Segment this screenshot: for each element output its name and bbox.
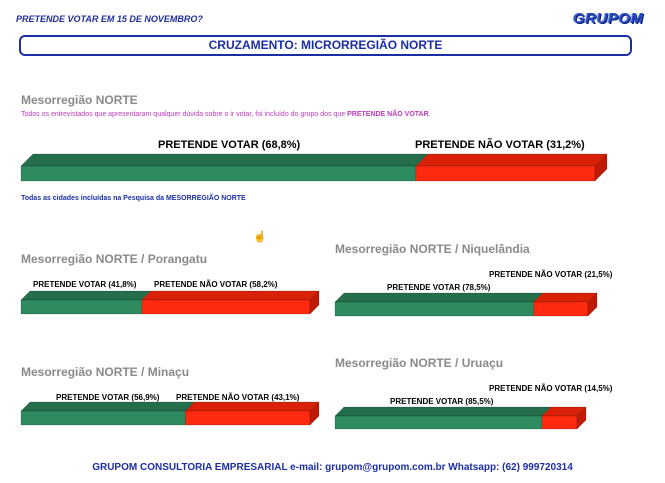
bar-label-vote-1: PRETENDE VOTAR (41,8%) bbox=[33, 280, 137, 289]
bar-novote-3 bbox=[185, 411, 310, 425]
footer-contact: GRUPOM CONSULTORIA EMPRESARIAL e-mail: grupom@grupom.com.br Whatsapp: (62) 999720314 bbox=[92, 462, 573, 473]
bar-label-vote-0: PRETENDE VOTAR (68,8%) bbox=[158, 139, 301, 151]
note-prefix: Todos os entrevistados que apresentaram qualquer dúvida sobre o ir votar, foi incluído do grupo dos que bbox=[21, 111, 348, 118]
bar-novote-0 bbox=[416, 166, 595, 181]
note-suffix: . bbox=[428, 111, 431, 118]
bar-vote-top-4 bbox=[335, 407, 551, 416]
bar-novote-top-3 bbox=[185, 402, 319, 411]
bar-novote-top-1 bbox=[142, 291, 319, 300]
cities-note: Todas as cidades incluídas na Pesquisa da MESORREGIÃO NORTE bbox=[21, 195, 246, 202]
chart-title-uruacu: Mesorregião NORTE / Uruaçu bbox=[335, 356, 504, 370]
bar-novote-top-2 bbox=[534, 293, 597, 302]
bar-vote-0 bbox=[21, 166, 416, 181]
chart-title-minacu: Mesorregião NORTE / Minaçu bbox=[21, 365, 190, 379]
question-label: PRETENDE VOTAR EM 15 DE NOVEMBRO? bbox=[16, 14, 203, 24]
bar-label-novote-3: PRETENDE NÃO VOTAR (43,1%) bbox=[176, 393, 300, 402]
bar-novote-top-0 bbox=[416, 154, 607, 166]
bar-label-novote-4: PRETENDE NÃO VOTAR (14,5%) bbox=[489, 384, 613, 393]
bar-label-vote-3: PRETENDE VOTAR (56,9%) bbox=[56, 393, 160, 402]
hand-cursor-icon: ☝ bbox=[253, 231, 267, 243]
bar-label-vote-2: PRETENDE VOTAR (78,5%) bbox=[387, 283, 491, 292]
note-highlight: PRETENDE NÃO VOTAR bbox=[347, 111, 429, 118]
bar-label-vote-4: PRETENDE VOTAR (85,5%) bbox=[390, 397, 494, 406]
chart-title-main: Mesorregião NORTE bbox=[21, 93, 138, 107]
bar-novote-4 bbox=[542, 416, 577, 429]
bar-novote-1 bbox=[142, 300, 310, 314]
bar-vote-4 bbox=[335, 416, 542, 429]
bar-vote-2 bbox=[335, 302, 534, 316]
bar-vote-top-0 bbox=[21, 154, 428, 166]
page-title: CRUZAMENTO: MICRORREGIÃO NORTE bbox=[19, 35, 632, 56]
bar-vote-top-2 bbox=[335, 293, 543, 302]
bar-vote-1 bbox=[21, 300, 142, 314]
bar-vote-top-1 bbox=[21, 291, 151, 300]
bar-label-novote-0: PRETENDE NÃO VOTAR (31,2%) bbox=[415, 139, 585, 151]
chart-title-porangatu: Mesorregião NORTE / Porangatu bbox=[21, 252, 208, 266]
bar-novote-2 bbox=[534, 302, 588, 316]
bar-vote-3 bbox=[21, 411, 185, 425]
grupom-logo: GRUPOM bbox=[573, 10, 644, 27]
chart-title-niquelandia: Mesorregião NORTE / Niquelândia bbox=[335, 242, 530, 256]
bar-vote-top-3 bbox=[21, 402, 194, 411]
bar-label-novote-1: PRETENDE NÃO VOTAR (58,2%) bbox=[154, 280, 278, 289]
bar-label-novote-2: PRETENDE NÃO VOTAR (21,5%) bbox=[489, 270, 613, 279]
